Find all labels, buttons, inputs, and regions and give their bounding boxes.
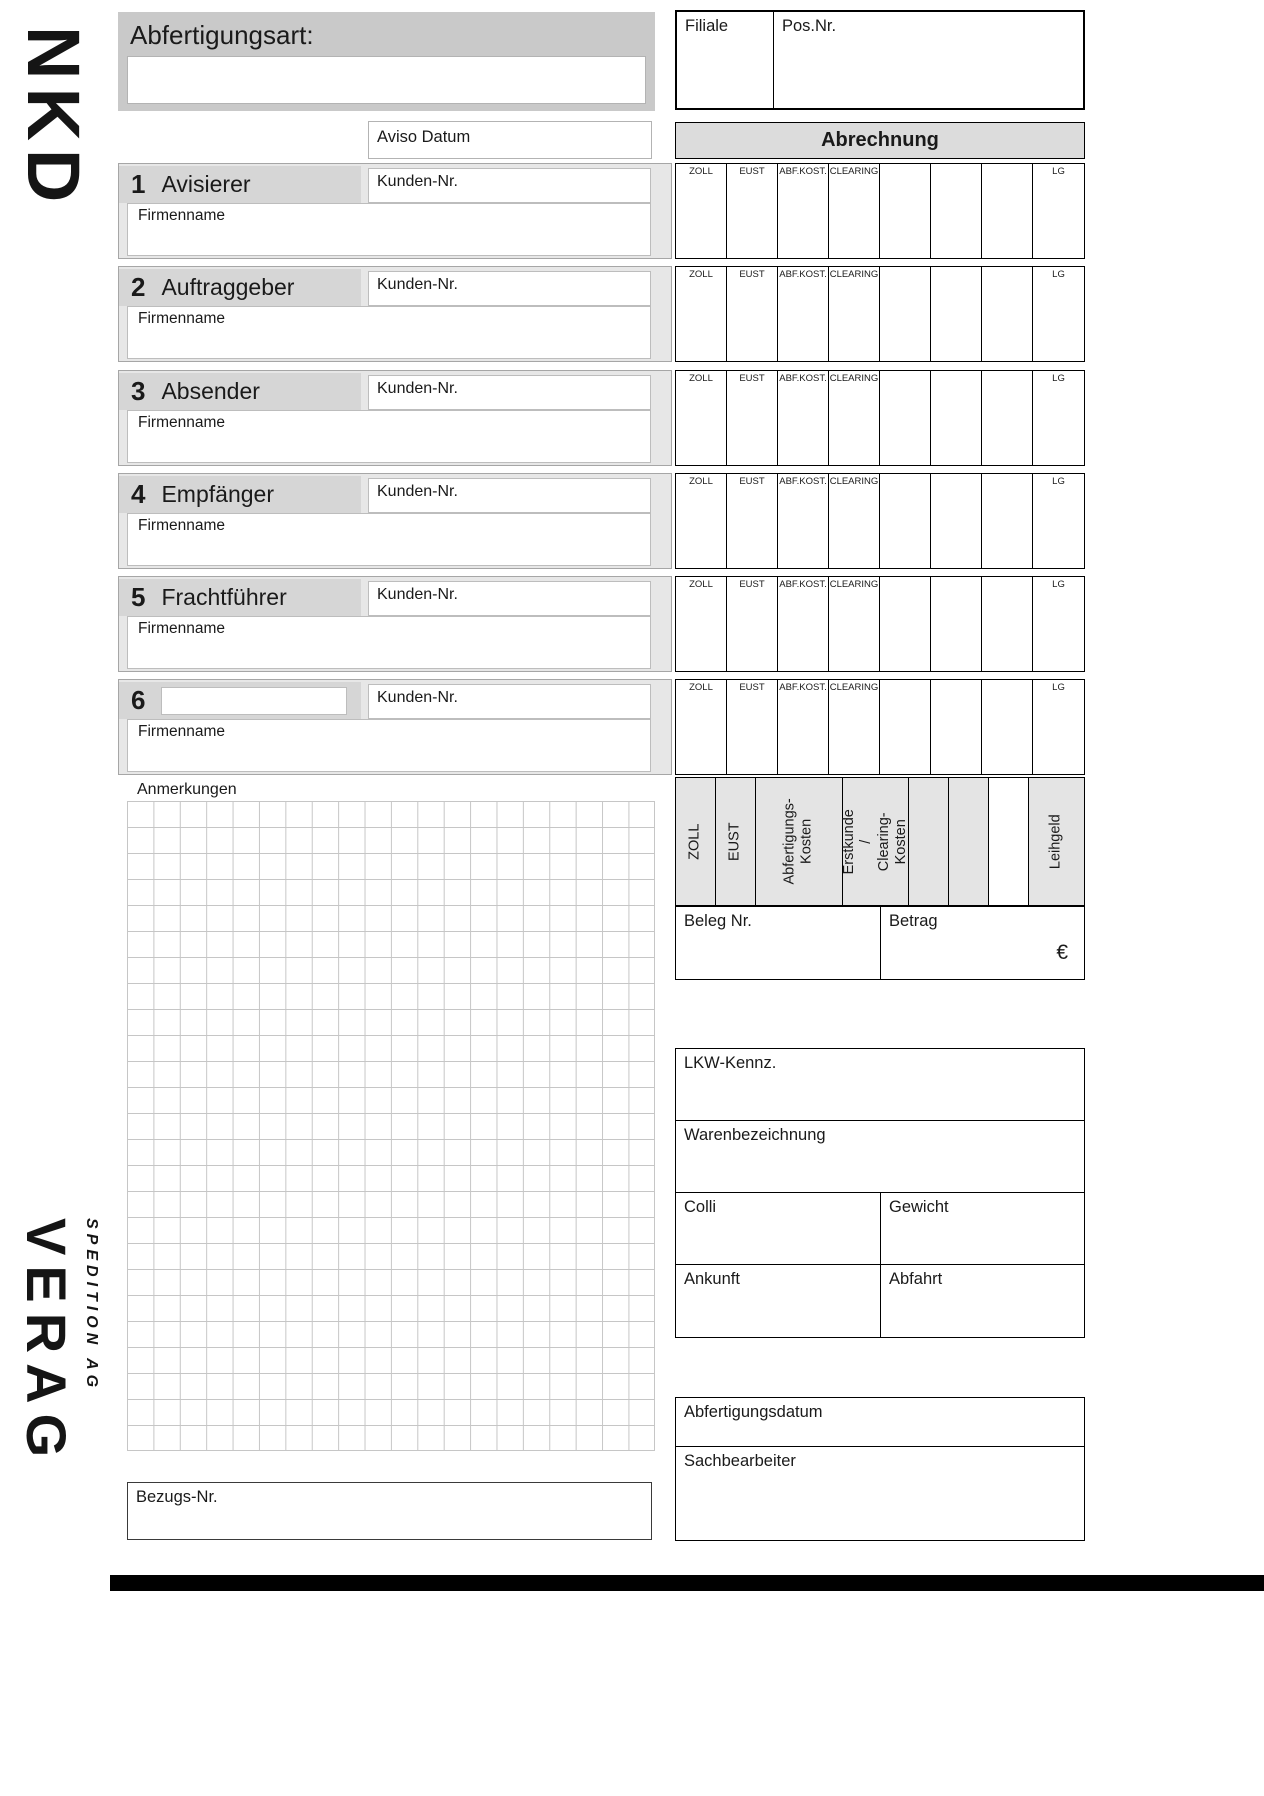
charge-cell[interactable] (931, 680, 982, 774)
kunden-nr-field[interactable] (368, 581, 651, 616)
sachbearbeiter-field[interactable] (676, 1447, 1084, 1540)
charge-column-label: ABF.KOST. (779, 373, 827, 384)
charge-footer-cell (676, 778, 716, 905)
charge-grid (675, 163, 1085, 259)
betrag-label: Betrag (889, 912, 938, 930)
party-panel (118, 163, 672, 259)
party-title (119, 476, 361, 513)
abfertigungsdatum-label: Abfertigungsdatum (684, 1403, 823, 1421)
verag-wordmark: VERAG (15, 1218, 78, 1468)
warenbezeichnung-field[interactable] (676, 1121, 1084, 1193)
party-panel (118, 370, 672, 466)
party-number: 1 (131, 169, 146, 199)
kunden-nr-field[interactable] (368, 168, 651, 203)
anmerkungen-grid[interactable] (127, 801, 655, 1451)
party-number: 4 (131, 479, 146, 509)
charge-column-label: ABF.KOST. (779, 166, 827, 177)
filiale-posnr-box (675, 10, 1085, 110)
charge-column-label: ABF.KOST. (779, 579, 827, 590)
party-number: 5 (131, 582, 146, 612)
charge-column-label: EUST (739, 579, 765, 590)
charge-cell[interactable] (982, 680, 1033, 774)
charge-column-label: ZOLL (689, 476, 713, 487)
charge-cell[interactable] (829, 371, 880, 465)
firmenname-field[interactable] (127, 203, 651, 256)
charge-cell[interactable] (727, 577, 778, 671)
verag-subtitle: SPEDITION AG (83, 1218, 100, 1393)
beleg-nr-label: Beleg Nr. (684, 912, 752, 930)
firmenname-field[interactable] (127, 719, 651, 772)
charge-cell[interactable] (778, 267, 829, 361)
party-panel (118, 679, 672, 775)
party-number: 6 (131, 685, 146, 715)
kunden-nr-field[interactable] (368, 375, 651, 410)
charge-column-label: LG (1052, 269, 1065, 280)
party-name: Frachtführer (161, 584, 287, 610)
charge-cell[interactable] (880, 371, 931, 465)
party-panel (118, 576, 672, 672)
charge-column-label: ZOLL (689, 682, 713, 693)
gewicht-label: Gewicht (889, 1198, 949, 1216)
charge-cell[interactable] (1033, 267, 1084, 361)
kunden-nr-field[interactable] (368, 271, 651, 306)
charge-column-label: EUST (739, 269, 765, 280)
ankunft-field[interactable] (676, 1265, 881, 1337)
charge-cell[interactable] (778, 577, 829, 671)
party-row-6 (118, 679, 1085, 775)
firmenname-label: Firmenname (138, 723, 225, 740)
charge-cell[interactable] (1033, 577, 1084, 671)
beleg-betrag-row (675, 906, 1085, 980)
charge-column-label: LG (1052, 373, 1065, 384)
charge-column-label: EUST (739, 682, 765, 693)
charge-column-label: LG (1052, 682, 1065, 693)
charge-cell[interactable] (1033, 164, 1084, 258)
lkw-kennz-field[interactable] (676, 1049, 1084, 1121)
party-name: Absender (161, 378, 260, 404)
charge-cell[interactable] (778, 371, 829, 465)
charge-cell[interactable] (676, 474, 727, 568)
charge-cell[interactable] (829, 474, 880, 568)
firmenname-label: Firmenname (138, 620, 225, 637)
sachbearbeiter-label: Sachbearbeiter (684, 1452, 796, 1470)
party-row-empfaenger (118, 473, 1085, 569)
kunden-nr-field[interactable] (368, 684, 651, 719)
charge-cell[interactable] (931, 371, 982, 465)
nkd-logo: NKD (12, 26, 95, 211)
bezugs-nr-label: Bezugs-Nr. (136, 1488, 218, 1506)
charge-column-label: ZOLL (689, 373, 713, 384)
firmenname-label: Firmenname (138, 207, 225, 224)
charge-footer-label: Leihgeld (1047, 814, 1064, 869)
charge-column-label: CLEARING (829, 269, 879, 280)
party-row-avisierer (118, 163, 1085, 259)
charge-cell[interactable] (676, 267, 727, 361)
kunden-nr-label: Kunden-Nr. (377, 689, 458, 706)
bezugs-nr-field[interactable] (127, 1482, 652, 1540)
charge-column-label: ABF.KOST. (779, 476, 827, 487)
verag-logo (15, 1218, 100, 1468)
abfahrt-field[interactable] (881, 1265, 1084, 1337)
charge-column-label: CLEARING (829, 579, 879, 590)
party-row-frachtfuehrer (118, 576, 1085, 672)
charge-cell[interactable] (982, 474, 1033, 568)
colli-field[interactable] (676, 1193, 881, 1264)
abrechnung-header: Abrechnung (675, 122, 1085, 159)
processing-table (675, 1397, 1085, 1541)
charge-cell[interactable] (931, 164, 982, 258)
charge-cell[interactable] (1033, 680, 1084, 774)
charge-column-label: EUST (739, 476, 765, 487)
charge-footer-label: Abfertigungs- Kosten (781, 798, 815, 885)
charge-cell[interactable] (829, 577, 880, 671)
charge-cell[interactable] (931, 474, 982, 568)
charge-cell[interactable] (778, 680, 829, 774)
kunden-nr-label: Kunden-Nr. (377, 173, 458, 190)
party-row-absender (118, 370, 1085, 466)
charge-cell[interactable] (931, 267, 982, 361)
charge-column-label: EUST (739, 373, 765, 384)
gewicht-field[interactable] (881, 1193, 1084, 1264)
charge-cell[interactable] (727, 371, 778, 465)
charge-footer-cell (756, 778, 843, 905)
abfertigungsart-label: Abfertigungsart: (130, 20, 314, 50)
kunden-nr-field[interactable] (368, 478, 651, 513)
posnr-label: Pos.Nr. (782, 17, 837, 35)
kunden-nr-label: Kunden-Nr. (377, 380, 458, 397)
charge-cell[interactable] (676, 371, 727, 465)
party-title (119, 682, 361, 719)
party-name-input[interactable] (161, 687, 347, 715)
charge-cell[interactable] (829, 267, 880, 361)
charge-cell[interactable] (880, 577, 931, 671)
charge-footer-label: ZOLL (686, 823, 703, 860)
charge-cell[interactable] (982, 267, 1033, 361)
firmenname-field[interactable] (127, 513, 651, 566)
charge-cell[interactable] (829, 680, 880, 774)
kunden-nr-label: Kunden-Nr. (377, 276, 458, 293)
anmerkungen-label: Anmerkungen (137, 781, 237, 798)
charge-footer-cell (716, 778, 756, 905)
charge-cell[interactable] (982, 164, 1033, 258)
bottom-bar (110, 1575, 1264, 1591)
filiale-label: Filiale (685, 17, 729, 35)
charge-column-label: ZOLL (689, 579, 713, 590)
charge-cell[interactable] (727, 164, 778, 258)
charge-cell[interactable] (676, 577, 727, 671)
party-name: Auftraggeber (161, 274, 295, 300)
charge-column-label: ZOLL (689, 166, 713, 177)
posnr-field[interactable] (774, 12, 1083, 108)
filiale-field[interactable] (677, 12, 774, 108)
charge-footer-cell (909, 778, 949, 905)
charge-cell[interactable] (676, 164, 727, 258)
charge-footer-label: EUST (726, 822, 743, 861)
party-panel (118, 266, 672, 362)
charge-footer-cell (989, 778, 1029, 905)
party-title (119, 166, 361, 203)
aviso-datum-field[interactable] (368, 121, 652, 159)
firmenname-field[interactable] (127, 616, 651, 669)
party-title (119, 373, 361, 410)
charge-column-label: CLEARING (829, 373, 879, 384)
firmenname-field[interactable] (127, 306, 651, 359)
colli-gewicht-row (676, 1193, 1084, 1265)
charge-cell[interactable] (1033, 371, 1084, 465)
firmenname-label: Firmenname (138, 414, 225, 431)
charge-column-label: ABF.KOST. (779, 269, 827, 280)
party-title (119, 269, 361, 306)
charge-grid (675, 370, 1085, 466)
charge-grid (675, 473, 1085, 569)
charge-column-label: EUST (739, 166, 765, 177)
charge-cell[interactable] (727, 267, 778, 361)
charge-cell[interactable] (982, 577, 1033, 671)
charge-column-label: ABF.KOST. (779, 682, 827, 693)
ankunft-label: Ankunft (684, 1270, 740, 1288)
party-number: 3 (131, 376, 146, 406)
party-panel (118, 473, 672, 569)
charge-column-label: LG (1052, 579, 1065, 590)
charge-grid (675, 266, 1085, 362)
charge-cell[interactable] (880, 680, 931, 774)
party-name: Empfänger (161, 481, 274, 507)
ankunft-abfahrt-row (676, 1265, 1084, 1337)
charge-column-label: ZOLL (689, 269, 713, 280)
betrag-field[interactable] (881, 907, 1084, 979)
colli-label: Colli (684, 1198, 717, 1216)
abfertigungsart-input[interactable] (127, 56, 646, 104)
charge-column-label: CLEARING (829, 682, 879, 693)
charge-column-label: LG (1052, 476, 1065, 487)
charge-cell[interactable] (727, 680, 778, 774)
charge-footer (675, 777, 1085, 906)
charge-cell[interactable] (880, 267, 931, 361)
charge-cell[interactable] (880, 474, 931, 568)
charge-grid (675, 679, 1085, 775)
charge-column-label: LG (1052, 166, 1065, 177)
charge-cell[interactable] (829, 164, 880, 258)
firmenname-label: Firmenname (138, 310, 225, 327)
abfertigungsart-panel (118, 12, 655, 111)
charge-footer-cell (949, 778, 989, 905)
charge-cell[interactable] (931, 577, 982, 671)
firmenname-field[interactable] (127, 410, 651, 463)
charge-cell[interactable] (778, 164, 829, 258)
euro-symbol: € (1056, 941, 1068, 964)
firmenname-label: Firmenname (138, 517, 225, 534)
charge-column-label: CLEARING (829, 476, 879, 487)
charge-footer-cell (1029, 778, 1084, 905)
shipment-table (675, 1048, 1085, 1338)
lkw-kennz-label: LKW-Kennz. (684, 1054, 777, 1072)
beleg-nr-field[interactable] (676, 907, 881, 979)
warenbezeichnung-label: Warenbezeichnung (684, 1126, 826, 1144)
kunden-nr-label: Kunden-Nr. (377, 483, 458, 500)
kunden-nr-label: Kunden-Nr. (377, 586, 458, 603)
charge-cell[interactable] (676, 680, 727, 774)
party-number: 2 (131, 272, 146, 302)
charge-cell[interactable] (778, 474, 829, 568)
aviso-datum-label: Aviso Datum (377, 128, 471, 146)
charge-grid (675, 576, 1085, 672)
party-row-auftraggeber (118, 266, 1085, 362)
party-name: Avisierer (161, 171, 251, 197)
charge-column-label: CLEARING (829, 166, 879, 177)
charge-cell[interactable] (982, 371, 1033, 465)
charge-cell[interactable] (1033, 474, 1084, 568)
charge-cell[interactable] (727, 474, 778, 568)
charge-footer-label: Erstkunde / Clearing-Kosten (840, 808, 910, 875)
abfertigungsdatum-field[interactable] (676, 1398, 1084, 1447)
abfahrt-label: Abfahrt (889, 1270, 943, 1288)
charge-footer-cell (840, 778, 910, 905)
party-title (119, 579, 361, 616)
charge-cell[interactable] (880, 164, 931, 258)
